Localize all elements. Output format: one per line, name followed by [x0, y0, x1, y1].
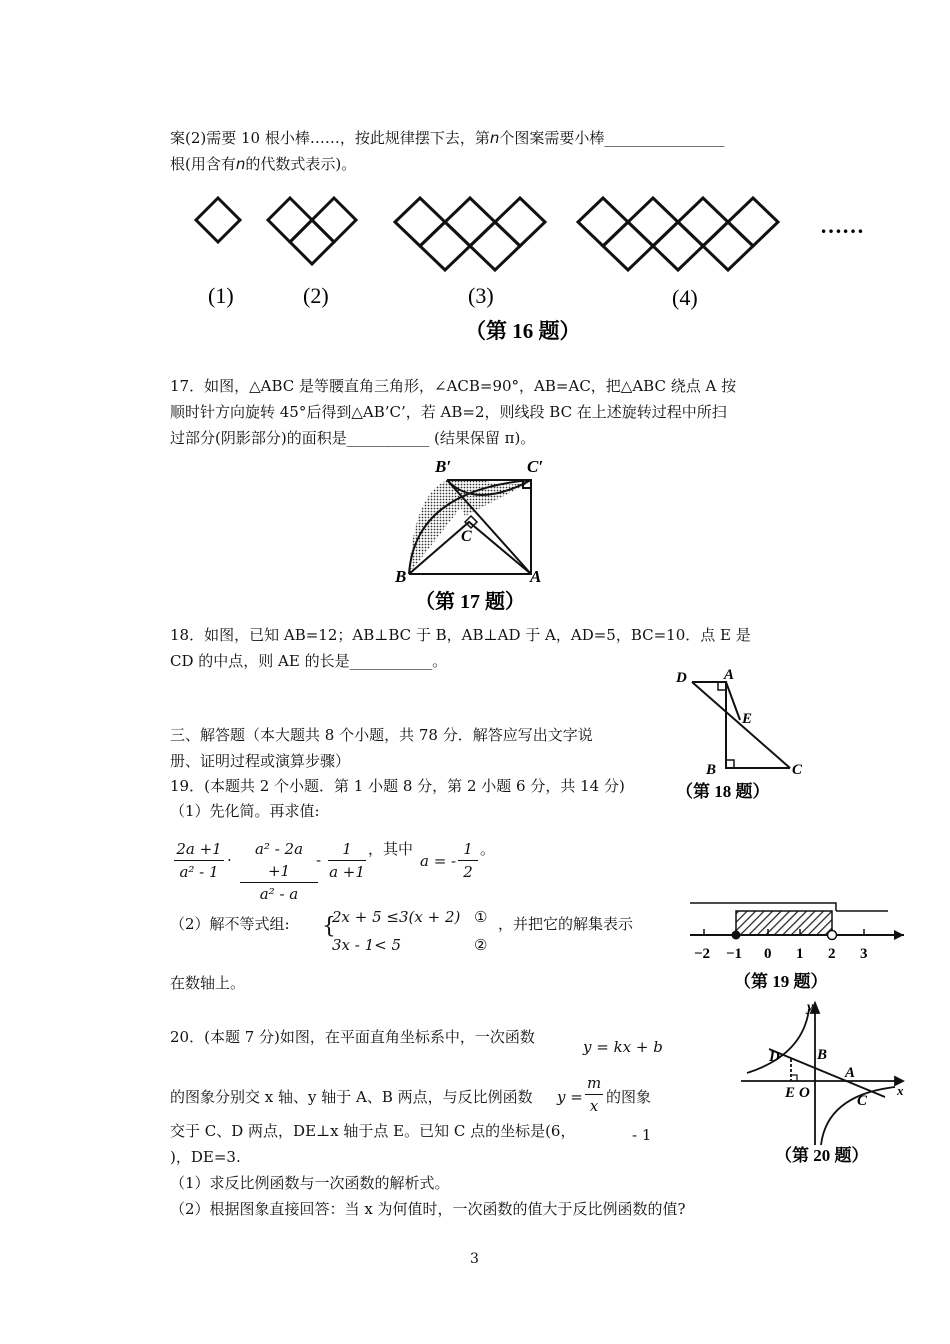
q17-figure: [385, 450, 555, 620]
svg-text:y: y: [807, 1000, 814, 1015]
svg-text:1: 1: [796, 946, 804, 962]
circle-1: ①: [474, 908, 488, 926]
diamond-2: [268, 198, 356, 264]
q16-line1: 案(2)需要 10 根小棒……，按此规律摆下去，第n个图案需要小棒________________: [170, 129, 725, 147]
q19-head: 19．(本题共 2 个小题．第 1 小题 8 分，第 2 小题 6 分，共 14 分): [170, 777, 625, 795]
q19-p2: （2）解不等式组:: [170, 915, 290, 933]
caption-19: （第 19 题）: [734, 972, 828, 991]
svg-text:C′: C′: [527, 457, 544, 476]
q20-p2: （2）根据图象直接回答：当 x 为何值时，一次函数的值大于反比例函数的值?: [170, 1200, 686, 1218]
frac-2: $\frac{\text{a² - 2a +1}}{\text{a² - a}}$: [240, 838, 318, 905]
q19-p2b: ，并把它的解集表示: [498, 915, 634, 933]
minus-op: -: [316, 851, 322, 869]
inverse-frac: $\frac{m}{x}$: [587, 1074, 602, 1115]
diamond-1: [196, 198, 240, 242]
label-1: (1): [208, 283, 234, 308]
q19-figure: [686, 895, 916, 995]
end-mark: 。: [480, 840, 496, 858]
q20-l4: )，DE=3.: [170, 1148, 241, 1166]
q20-l3: 交于 C、D 两点，DE⊥x 轴于点 E。已知 C 点的坐标是(6，: [170, 1122, 576, 1140]
diamond-3: [395, 198, 545, 270]
dots: ……: [820, 213, 864, 238]
q17-line3: 过部分(阴影部分)的面积是___________ (结果保留 π)。: [170, 429, 536, 447]
brace: {: [322, 914, 336, 939]
svg-text:E: E: [785, 1085, 796, 1101]
svg-text:A: A: [845, 1065, 856, 1081]
q16-figure: [180, 185, 890, 350]
q18-line2: CD 的中点，则 AE 的长是___________。: [170, 652, 448, 670]
caption-16: （第 16 题）: [465, 319, 581, 343]
q20-figure: [735, 995, 915, 1170]
q17-line2: 顺时针方向旋转 45°后得到△AB’C’，若 AB=2，则线段 BC 在上述旋转过程中所扫: [170, 403, 727, 421]
a-eq: a = -: [420, 852, 457, 870]
q19-p2c: 在数轴上。: [170, 974, 246, 992]
svg-text:D: D: [769, 1049, 780, 1065]
q19-p1: （1）先化简。再求值:: [170, 802, 320, 820]
q20-head: 20．(本题 7 分)如图，在平面直角坐标系中，一次函数: [170, 1028, 535, 1046]
page-number: 3: [470, 1251, 479, 1267]
where-text: ，其中: [368, 840, 414, 858]
svg-text:E: E: [742, 711, 753, 727]
svg-text:C: C: [461, 528, 472, 545]
q20-l2a: 的图象分别交 x 轴、y 轴于 A、B 两点，与反比例函数: [170, 1088, 533, 1106]
inverse-y: y =: [557, 1088, 583, 1106]
q18-figure: [670, 660, 820, 810]
linear-func: y = kx + b: [583, 1038, 663, 1056]
svg-text:O: O: [799, 1085, 810, 1101]
caption-20: （第 20 题）: [775, 1146, 869, 1165]
svg-text:0: 0: [764, 946, 772, 962]
minus-one: - 1: [632, 1126, 652, 1144]
dot-op: ·: [227, 851, 232, 869]
sec3-line2: 册、证明过程或演算步骤）: [170, 752, 351, 770]
ineq-1: 2x + 5 ≤3(x + 2): [332, 908, 461, 926]
q18-line1: 18．如图，已知 AB=12；AB⊥BC 于 B，AB⊥AD 于 A，AD=5，BC=10．点 E 是: [170, 626, 751, 644]
ineq-2: 3x - 1< 5: [332, 936, 402, 954]
svg-text:2: 2: [828, 946, 836, 962]
q16-line2: 根(用含有n的代数式表示)。: [170, 155, 357, 173]
svg-text:B: B: [817, 1047, 828, 1063]
label-4: (4): [672, 285, 698, 310]
svg-text:A: A: [530, 567, 542, 586]
caption-17: （第 17 题）: [415, 591, 525, 613]
svg-text:x: x: [897, 1083, 904, 1098]
diamond-4: [578, 198, 778, 270]
svg-text:−1: −1: [726, 946, 743, 962]
frac-3: $\frac{1}{a +1}$: [329, 840, 365, 881]
svg-text:B: B: [706, 762, 717, 778]
svg-text:B: B: [395, 567, 407, 586]
svg-text:C: C: [792, 762, 803, 778]
frac-4: $\frac{1}{2}$: [458, 838, 478, 883]
label-3: (3): [468, 283, 494, 308]
q16-n-var: n: [235, 155, 246, 173]
q20-l2b: 的图象: [606, 1088, 652, 1106]
svg-text:A: A: [724, 667, 735, 683]
q20-p1: （1）求反比例函数与一次函数的解析式。: [170, 1174, 450, 1192]
label-2: (2): [303, 283, 329, 308]
frac-1: $\frac{2a +1}{\text{a² - 1}}$: [174, 838, 224, 883]
circle-2: ②: [474, 936, 488, 954]
svg-text:C: C: [857, 1093, 868, 1109]
q17-line1: 17．如图，△ABC 是等腰直角三角形，∠ACB=90°，AB=AC，把△ABC 绕点 A 按: [170, 377, 737, 395]
svg-text:−2: −2: [694, 946, 711, 962]
svg-text:3: 3: [860, 946, 868, 962]
caption-18: （第 18 题）: [676, 782, 770, 801]
svg-text:D: D: [676, 670, 687, 686]
svg-text:B′: B′: [435, 457, 452, 476]
sec3-line1: 三、解答题（本大题共 8 个小题，共 78 分．解答应写出文字说: [170, 726, 593, 744]
